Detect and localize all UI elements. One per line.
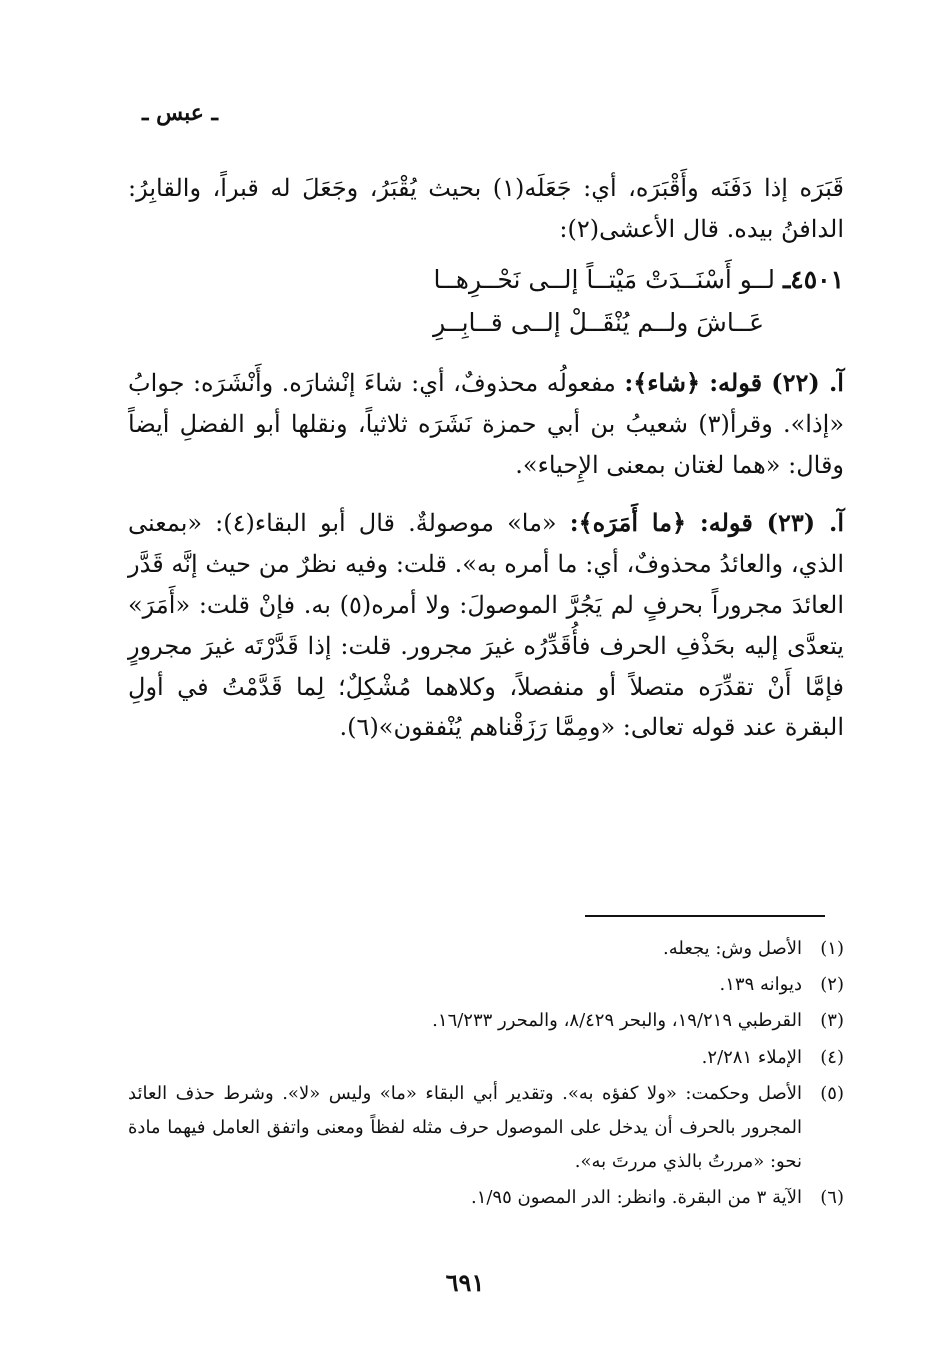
footnote-number: (٣) (820, 1010, 844, 1032)
footnote-text: القرطبي ١٩/٢١٩، والبحر ٨/٤٢٩، والمحرر ١٦/٢٣٣. (432, 1010, 802, 1032)
verse-ref-23: آ. (٢٣) قوله: ﴿ما أَمَرَه﴾: (569, 508, 844, 538)
footnote-number: (١) (820, 938, 844, 959)
verse-number: ٤٥٠١ـ (782, 264, 844, 294)
footnote-text: ديوانه ١٣٩. (719, 974, 802, 996)
footnote-text: الإملاء ٢/٢٨١. (701, 1046, 802, 1068)
footnote-4 (128, 1041, 844, 1075)
footnote-number: (٤) (820, 1046, 844, 1068)
footnote-5 (128, 1077, 844, 1180)
footnote-3 (128, 1004, 844, 1038)
footnote-separator (585, 915, 825, 917)
page-number: ٦٩١ (445, 1268, 485, 1297)
verse-hemistich-1: لــو أَسْنَــدَتْ مَيْتــاً إلــى نَحْــرِهــا (433, 264, 775, 294)
footnote-number: (٥) (820, 1082, 844, 1104)
verse-line-2: عَــاشَ ولــم يُنْقَــلْ إلــى قــابِــرِ (433, 308, 764, 338)
footnote-6 (128, 1181, 844, 1215)
paragraph-2-text: مفعولُه محذوفٌ، أي: شاءَ إنْشارَه. وأَنْشَرَه: جوابُ «إذا». وقرأ(٣) شعيبُ بن أبي حمزة نَشَرَه ثلاثياً، ونقلها أبو الفضلِ أيضاً وقال: «هما لغتان بمعنى الإِحياء». (128, 369, 845, 479)
verse-ref-22: آ. (٢٢) قوله: ﴿شاء﴾: (624, 368, 844, 398)
paragraph-3-text: «ما» موصولةٌ. قال أبو البقاء(٤): «بمعنى الذي، والعائدُ محذوفٌ، أي: ما أمره به». قلت: وفيه نظرٌ من حيث إنَّه قَدَّر العائدَ مجروراً بحرفٍ لم يَجُرَّ الموصولَ: ولا أمره(٥) به. فإنْ قلت: «أَمَرَ» يتعدَّى إليه بحَذْفِ الحرف فأُقَدِّرُه غيرَ مجرور. قلت: إذا قَدَّرْتَه غيرَ مجرورٍ فإمَّا أَنْ تقدِّرَه متصلاً أو منفصلاً، وكلاهما مُشْكِلٌ؛ لِما قَدَّمْتُ في أولِ البقرة عند قوله تعالى: «ومِمَّا رَزَقْناهم يُنْفقون»(٦). (128, 509, 845, 742)
footnote-1 (128, 932, 844, 966)
paragraph-2 (128, 363, 844, 485)
footnotes (128, 930, 844, 1218)
running-header: ـ عبس ـ (141, 100, 219, 126)
main-text (128, 168, 844, 748)
footnote-text: الآية ٣ من البقرة. وانظر: الدر المصون ١/٩٥. (470, 1187, 802, 1209)
footnote-text: الأصل وش: يجعله. (663, 938, 802, 959)
footnote-number: (٦) (820, 1187, 844, 1209)
paragraph-1: قَبَرَه إذا دَفَنَه وأَقْبَرَه، أي: جَعَلَه(١) بحيث يُقْبَرُ، وجَعَلَ له قبراً، والقابِرُ: الدافنُ بيده. قال الأعشى(٢): (128, 174, 844, 243)
footnote-text: الأصل وحكمت: «ولا كفؤه به». وتقدير أبي البقاء «ما» وليس «لا». وشرط حذف العائد المجرور بالحرف أن يدخل على الموصول حرف مثله لفظاً ومعنى واتفق العامل فيهما مادة نحو: «مررتُ بالذي مررتَ به». (128, 1082, 802, 1173)
paragraph-3 (128, 503, 844, 748)
footnote-2 (128, 968, 844, 1002)
poetry-verse (128, 258, 844, 346)
verse-line-1 (128, 258, 844, 302)
footnote-number: (٢) (820, 974, 844, 996)
